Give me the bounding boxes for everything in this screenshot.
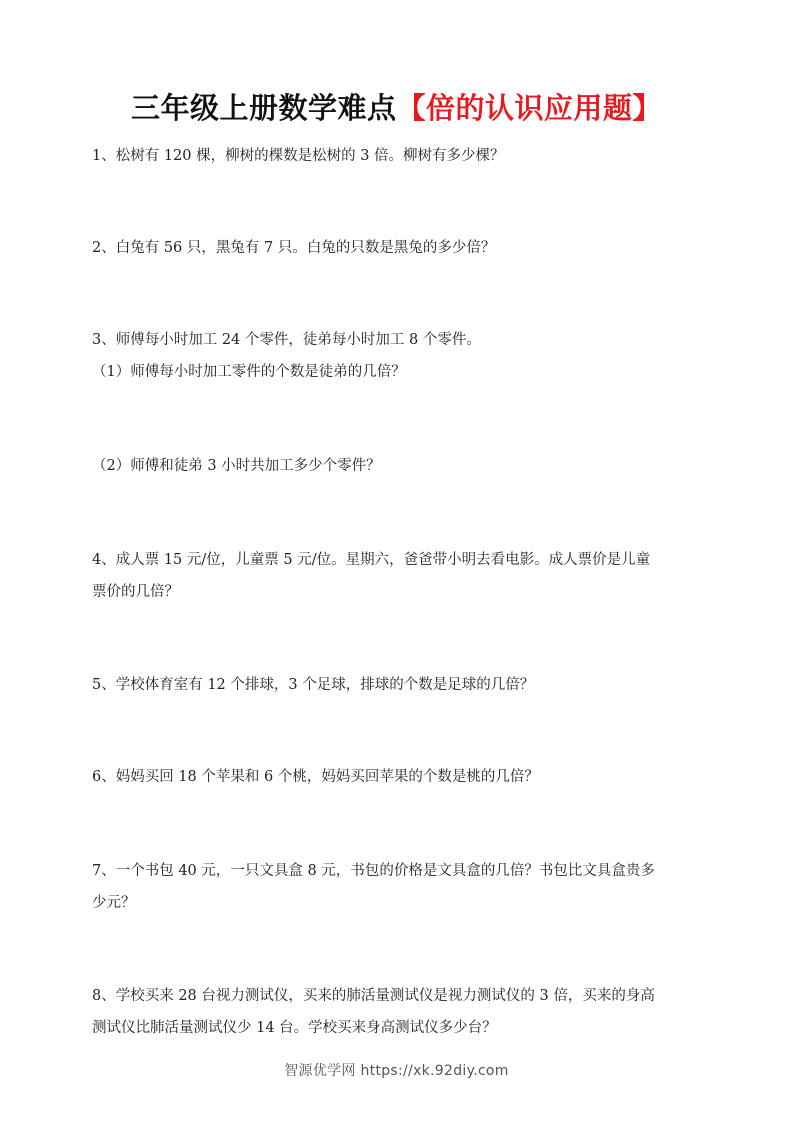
page-title-main: 三年级上册数学难点 bbox=[130, 91, 397, 125]
question-8-line-1: 8、学校买来 28 台视力测试仪，买来的肺活量测试仪是视力测试仪的 3 倍，买来的身高 bbox=[92, 988, 655, 1004]
question-6-line-1: 6、妈妈买回 18 个苹果和 6 个桃，妈妈买回苹果的个数是桃的几倍？ bbox=[92, 769, 539, 785]
question-8 bbox=[92, 980, 712, 1044]
question-6 bbox=[92, 761, 712, 793]
question-1-line-1: 1、松树有 120 棵，柳树的棵数是松树的 3 倍。柳树有多少棵？ bbox=[92, 148, 505, 164]
question-7-line-1: 7、一个书包 40 元，一只文具盒 8 元，书包的价格是文具盒的几倍？书包比文具盒贵多 bbox=[92, 863, 655, 879]
question-2-line-1: 2、白兔有 56 只，黑兔有 7 只。白兔的只数是黑兔的多少倍？ bbox=[92, 240, 496, 256]
footer-watermark: 智源优学网 https://xk.92diy.com bbox=[284, 1063, 509, 1079]
question-3-part-2 bbox=[92, 450, 712, 482]
question-3 bbox=[92, 324, 712, 388]
question-4-line-1: 4、成人票 15 元/位，儿童票 5 元/位。星期六，爸爸带小明去看电影。成人票价是儿童 bbox=[92, 552, 651, 568]
question-5-line-1: 5、学校体育室有 12 个排球，3 个足球，排球的个数是足球的几倍？ bbox=[92, 677, 535, 693]
page-title-highlight: 【倍的认识应用题】 bbox=[396, 91, 663, 125]
page-title bbox=[0, 86, 793, 130]
question-5 bbox=[92, 669, 712, 701]
question-7-line-2: 少元？ bbox=[92, 895, 136, 911]
question-8-line-2: 测试仪比肺活量测试仪少 14 台。学校买来身高测试仪多少台？ bbox=[92, 1020, 497, 1036]
question-3-line-2: （1）师傅每小时加工零件的个数是徒弟的几倍？ bbox=[92, 364, 406, 380]
question-4 bbox=[92, 544, 712, 608]
question-1 bbox=[92, 140, 712, 172]
question-3-part-2-line-1: （2）师傅和徒弟 3 小时共加工多少个零件？ bbox=[92, 458, 381, 474]
question-7 bbox=[92, 855, 712, 919]
question-3-line-1: 3、师傅每小时加工 24 个零件，徒弟每小时加工 8 个零件。 bbox=[92, 332, 481, 348]
question-2 bbox=[92, 232, 712, 264]
question-4-line-2: 票价的几倍？ bbox=[92, 584, 179, 600]
